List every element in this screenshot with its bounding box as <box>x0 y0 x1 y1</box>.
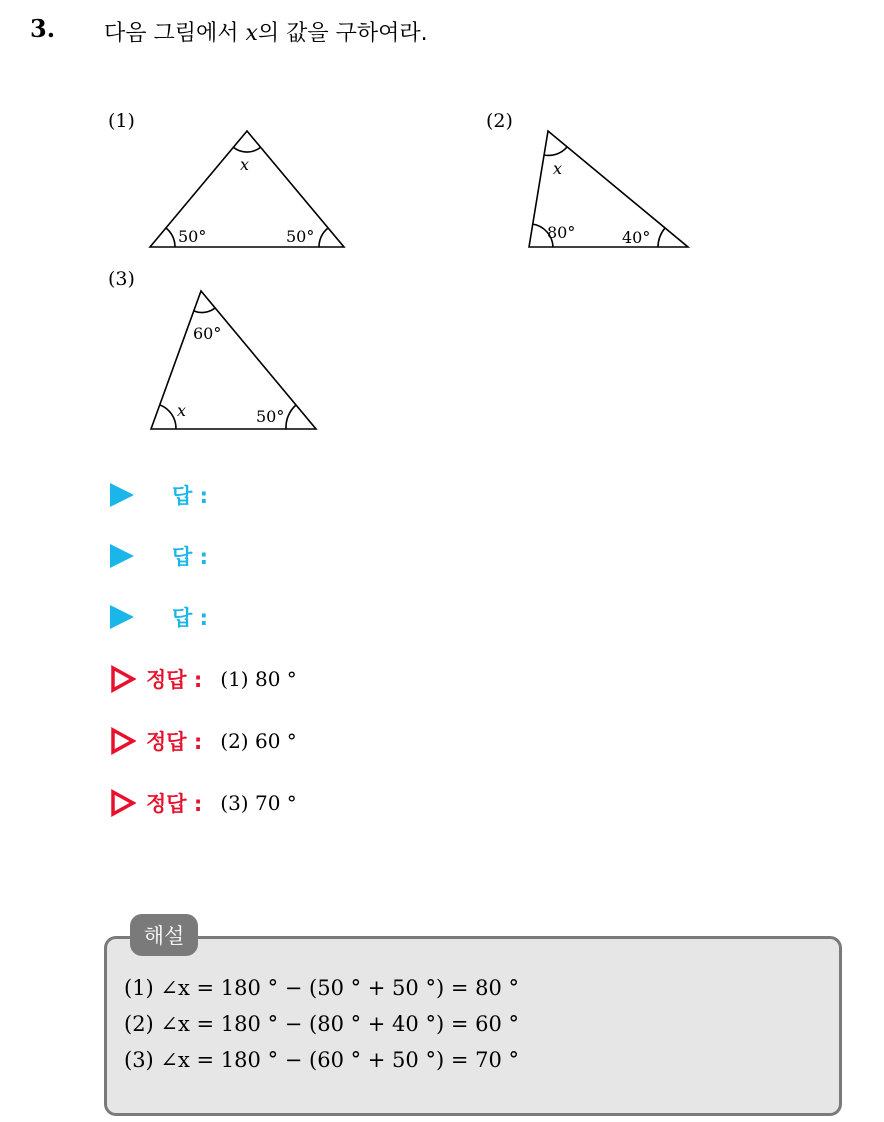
figure-3-label: (3) <box>108 268 135 290</box>
answer-row-1 <box>110 478 208 512</box>
correct-value: (2) 60 ° <box>220 729 297 753</box>
outline-triangle-icon <box>110 665 136 693</box>
explanation-line-1: (1) ∠x = 180 ° − (50 ° + 50 °) = 80 ° <box>124 976 519 1000</box>
question-text-before: 다음 그림에서 <box>104 21 246 46</box>
figure-1-angle-right: 50° <box>286 227 315 246</box>
explanation-line-3: (3) ∠x = 180 ° − (60 ° + 50 °) = 70 ° <box>124 1048 519 1072</box>
explanation-title: 해설 <box>130 914 198 956</box>
answer-row-3 <box>110 600 208 634</box>
answer-label: 답 : <box>172 545 208 569</box>
question-text-after: 의 값을 구하여라. <box>257 21 428 46</box>
correct-value: (1) 80 ° <box>220 667 297 691</box>
figure-1-label: (1) <box>108 110 135 132</box>
figure-3-angle-left: x <box>177 401 187 420</box>
figure-1-angle-left: 50° <box>178 227 207 246</box>
correct-row-2 <box>110 724 297 758</box>
figure-2-angle-right: 40° <box>622 228 651 247</box>
play-icon <box>110 483 134 507</box>
play-icon <box>110 544 134 568</box>
answer-label: 답 : <box>172 606 208 630</box>
triangle-figures <box>0 0 884 460</box>
question-number: 3. <box>30 14 56 43</box>
correct-value: (3) 70 ° <box>220 791 297 815</box>
triangle-3 <box>151 291 316 429</box>
correct-label: 정답 : <box>146 792 203 816</box>
question-variable: x <box>245 21 258 46</box>
outline-triangle-icon <box>110 789 136 817</box>
explanation-line-2: (2) ∠x = 180 ° − (80 ° + 40 °) = 60 ° <box>124 1012 519 1036</box>
figure-2-angle-top: x <box>553 159 563 178</box>
answer-row-2 <box>110 539 208 573</box>
correct-row-1 <box>110 662 297 696</box>
figure-2-label: (2) <box>486 110 513 132</box>
figure-1-angle-top: x <box>240 155 250 174</box>
play-icon <box>110 605 134 629</box>
correct-label: 정답 : <box>146 668 203 692</box>
correct-label: 정답 : <box>146 730 203 754</box>
figure-3-angle-right: 50° <box>256 407 285 426</box>
figure-2-angle-left: 80° <box>547 223 576 242</box>
answer-label: 답 : <box>172 484 208 508</box>
figure-3-angle-top: 60° <box>193 324 222 343</box>
correct-row-3 <box>110 786 297 820</box>
outline-triangle-icon <box>110 727 136 755</box>
